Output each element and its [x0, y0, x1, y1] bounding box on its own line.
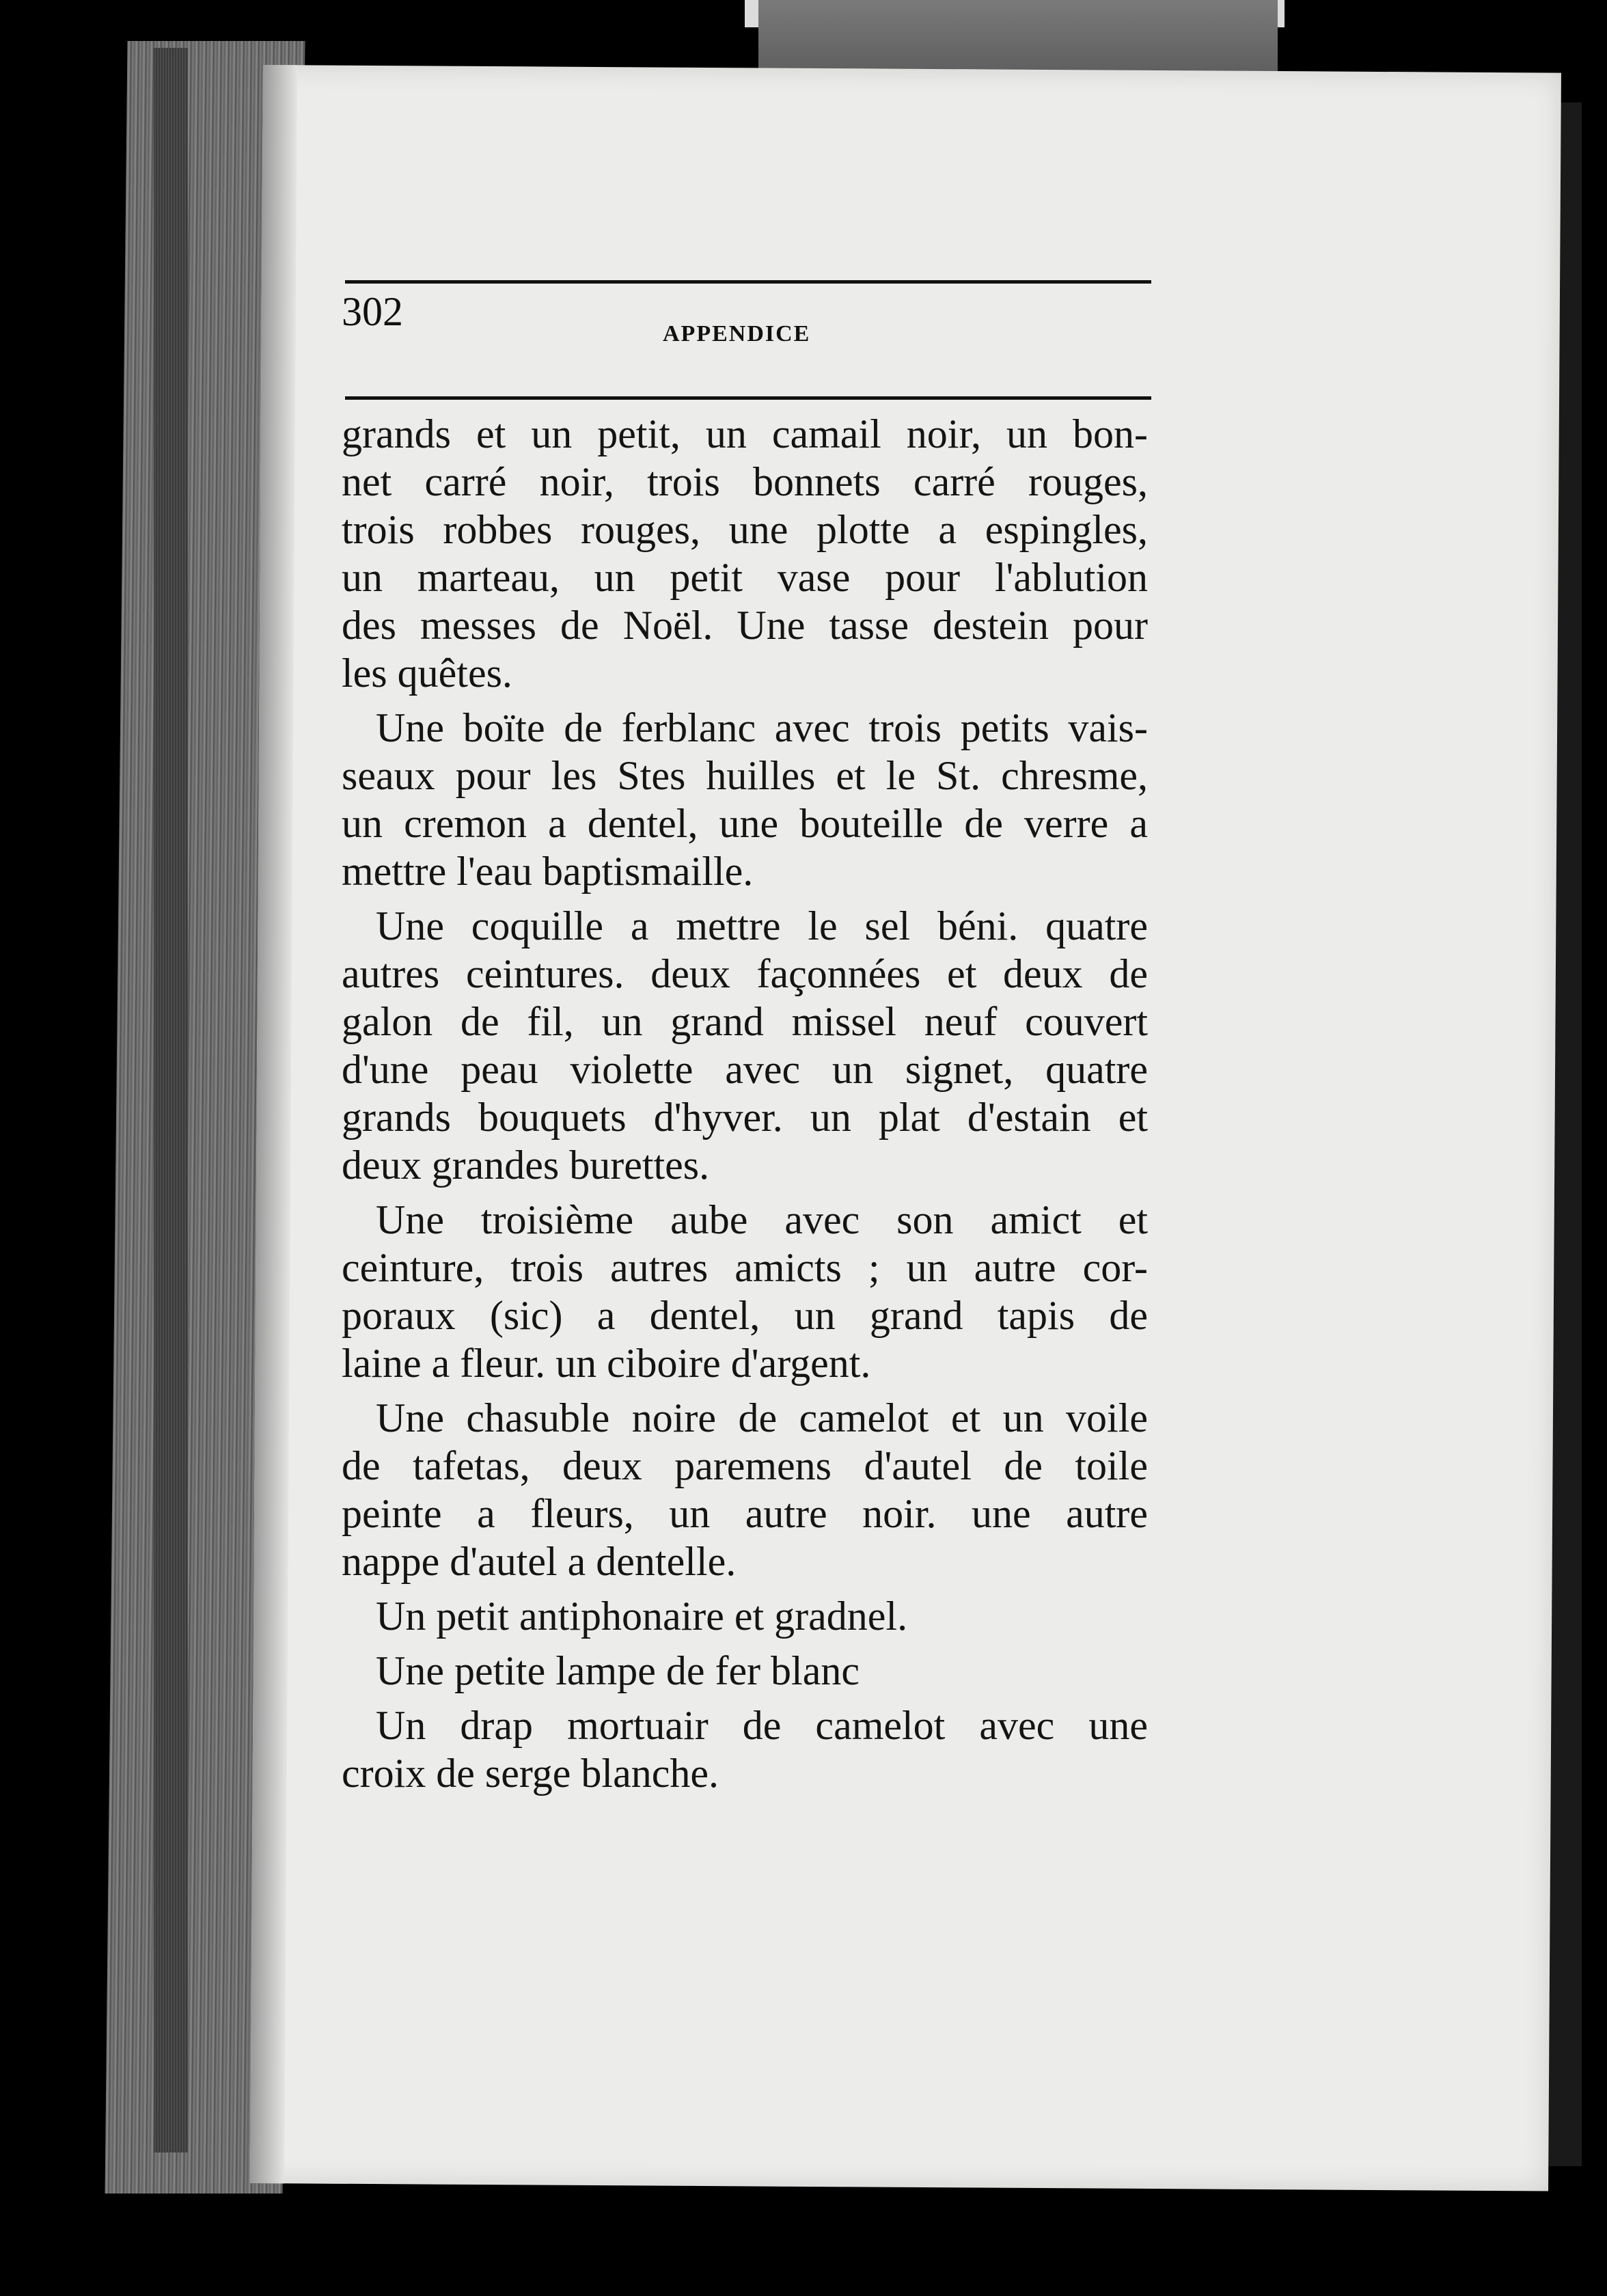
text-line: Un petit antiphonaire et gradnel.: [376, 1594, 908, 1639]
text-line: autres ceintures. deux façonnées et deux de: [342, 951, 1148, 996]
paragraph-gap: [342, 1585, 1148, 1592]
text-line: Une boïte de ferblanc avec trois petits vais-: [376, 705, 1148, 750]
paragraph: [342, 1702, 1148, 1797]
paragraph-gap: [342, 1695, 1148, 1702]
text-line: galon de fil, un grand missel neuf couvert: [342, 999, 1148, 1044]
text-line: seaux pour les Stes huilles et le St. chresme,: [342, 753, 1148, 798]
text-line: ceinture, trois autres amicts ; un autre cor-: [342, 1245, 1148, 1290]
top-flap: [758, 0, 1278, 75]
page-number: 302: [342, 289, 403, 334]
text-line: peinte a fleurs, un autre noir. une autre: [342, 1491, 1148, 1536]
paragraph: [342, 1196, 1148, 1387]
text-line: net carré noir, trois bonnets carré rouges,: [342, 459, 1148, 504]
text-line: d'une peau violette avec un signet, quatre: [342, 1047, 1148, 1092]
text-line: Une chasuble noire de camelot et un voile: [376, 1395, 1148, 1440]
header-rule-top: [345, 280, 1151, 284]
text-line: Une coquille a mettre le sel béni. quatre: [376, 903, 1148, 948]
text-line: des messes de Noël. Une tasse destein pour: [342, 603, 1148, 648]
paragraph: [342, 410, 1148, 697]
text-line: laine a fleur. un ciboire d'argent.: [342, 1341, 871, 1386]
paragraph-gap: [342, 1387, 1148, 1394]
text-line: Un drap mortuair de camelot avec une: [376, 1703, 1148, 1748]
running-head: APPENDICE: [663, 321, 811, 346]
paragraph: [342, 704, 1148, 895]
text-line: nappe d'autel a dentelle.: [342, 1539, 737, 1584]
paragraph: [342, 1647, 1148, 1695]
text-line: les quêtes.: [342, 651, 512, 696]
text-line: de tafetas, deux paremens d'autel de toile: [342, 1443, 1148, 1488]
paragraph: [342, 1592, 1148, 1640]
text-line: croix de serge blanche.: [342, 1751, 719, 1796]
text-line: trois robbes rouges, une plotte a espingles,: [342, 507, 1148, 552]
paragraph-gap: [342, 1640, 1148, 1647]
text-line: deux grandes burettes.: [342, 1143, 710, 1188]
text-line: un marteau, un petit vase pour l'ablution: [342, 555, 1148, 600]
paragraph-gap: [342, 1189, 1148, 1196]
text-line: grands bouquets d'hyver. un plat d'estain et: [342, 1095, 1148, 1140]
text-line: grands et un petit, un camail noir, un bon-: [342, 411, 1148, 456]
text-line: Une troisième aube avec son amict et: [376, 1197, 1148, 1242]
text-line: poraux (sic) a dentel, un grand tapis de: [342, 1293, 1148, 1338]
page-edges-shadow: [154, 48, 188, 2152]
paragraph-gap: [342, 697, 1148, 704]
paragraph-gap: [342, 895, 1148, 902]
paragraph: [342, 1394, 1148, 1585]
text-line: un cremon a dentel, une bouteille de verre a: [342, 801, 1148, 846]
text-line: Une petite lampe de fer blanc: [376, 1648, 860, 1693]
text-line: mettre l'eau baptismaille.: [342, 849, 754, 894]
paragraph: [342, 902, 1148, 1189]
body-text: [342, 410, 1148, 1797]
header-rule-bottom: [345, 396, 1151, 400]
